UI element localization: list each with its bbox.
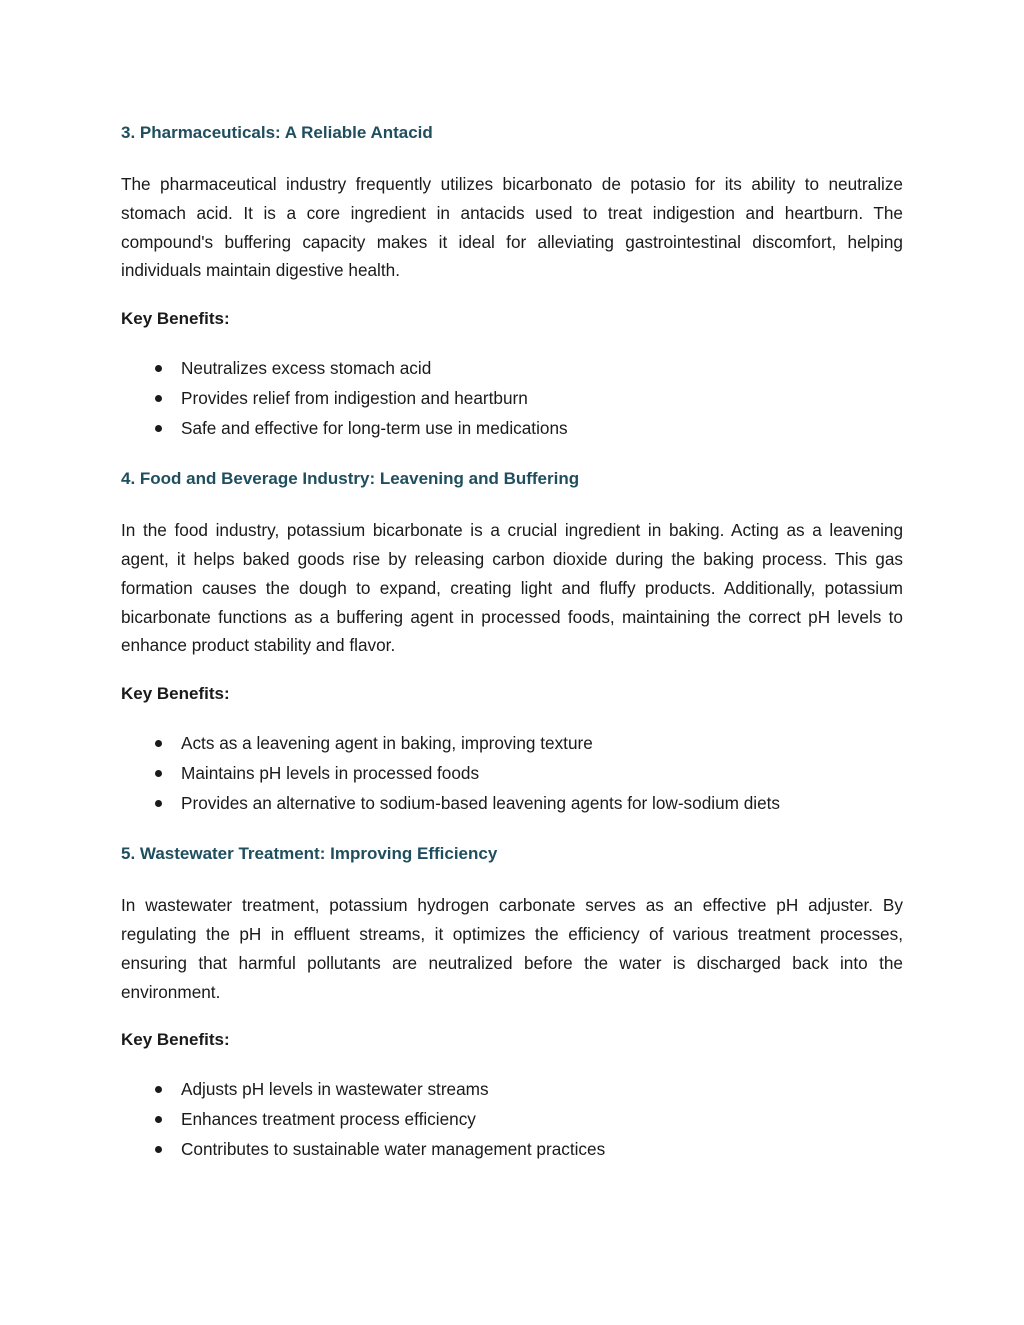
list-item	[121, 1104, 903, 1134]
bullet-icon	[155, 1116, 162, 1123]
benefit-text: Safe and effective for long-term use in medications	[181, 418, 568, 439]
section-paragraph: In wastewater treatment, potassium hydrogen carbonate serves as an effective pH adjuster. By regulating the pH in effluent streams, it optimizes the efficiency of various treatment processes, ensuring that harmful pollutants are neutralized before the water is discharged back into the environment.	[121, 895, 903, 1002]
bullet-icon	[155, 395, 162, 402]
list-item	[121, 413, 903, 443]
benefit-text: Enhances treatment process efficiency	[181, 1109, 476, 1130]
benefit-text: Provides relief from indigestion and heartburn	[181, 388, 528, 409]
key-benefits-label: Key Benefits:	[121, 309, 230, 329]
section-wastewater	[121, 840, 903, 1164]
bullet-icon	[155, 740, 162, 747]
list-item	[121, 758, 903, 788]
key-benefits-label: Key Benefits:	[121, 684, 230, 704]
key-benefits-label: Key Benefits:	[121, 1030, 230, 1050]
section-pharmaceuticals	[121, 119, 903, 443]
bullet-icon	[155, 770, 162, 777]
section-heading: 4. Food and Beverage Industry: Leavening and Buffering	[121, 469, 580, 489]
benefits-list	[121, 1074, 903, 1164]
document-page	[121, 119, 903, 1186]
list-item	[121, 383, 903, 413]
benefit-text: Acts as a leavening agent in baking, improving texture	[181, 733, 593, 754]
benefit-text: Maintains pH levels in processed foods	[181, 763, 480, 784]
section-heading: 5. Wastewater Treatment: Improving Efficiency	[121, 844, 498, 864]
list-item	[121, 788, 903, 818]
list-item	[121, 1134, 903, 1164]
bullet-icon	[155, 425, 162, 432]
bullet-icon	[155, 365, 162, 372]
section-paragraph: In the food industry, potassium bicarbonate is a crucial ingredient in baking. Acting as a leavening agent, it helps baked goods rise by releasing carbon dioxide during the baking process. This gas formation causes the dough to expand, creating light and fluffy products. Additionally, potassium bicarbonate functions as a buffering agent in processed foods, maintaining the correct pH levels to enhance product stability and flavor.	[121, 520, 903, 656]
section-heading: 3. Pharmaceuticals: A Reliable Antacid	[121, 123, 433, 142]
bullet-icon	[155, 800, 162, 807]
bullet-icon	[155, 1086, 162, 1093]
list-item	[121, 1074, 903, 1104]
list-item	[121, 728, 903, 758]
section-paragraph: The pharmaceutical industry frequently utilizes bicarbonato de potasio for its ability to neutralize stomach acid. It is a core ingredient in antacids used to treat indigestion and heartburn. The compound's buffering capacity makes it ideal for alleviating gastrointestinal discomfort, helping individuals maintain digestive health.	[121, 174, 903, 281]
bullet-icon	[155, 1146, 162, 1153]
benefit-text: Neutralizes excess stomach acid	[181, 358, 432, 379]
benefits-list	[121, 728, 903, 818]
benefit-text: Adjusts pH levels in wastewater streams	[181, 1079, 489, 1100]
benefit-text: Contributes to sustainable water management practices	[181, 1139, 606, 1160]
benefit-text: Provides an alternative to sodium-based leavening agents for low-sodium diets	[181, 793, 781, 814]
list-item	[121, 353, 903, 383]
section-food-beverage	[121, 465, 903, 818]
benefits-list	[121, 353, 903, 443]
